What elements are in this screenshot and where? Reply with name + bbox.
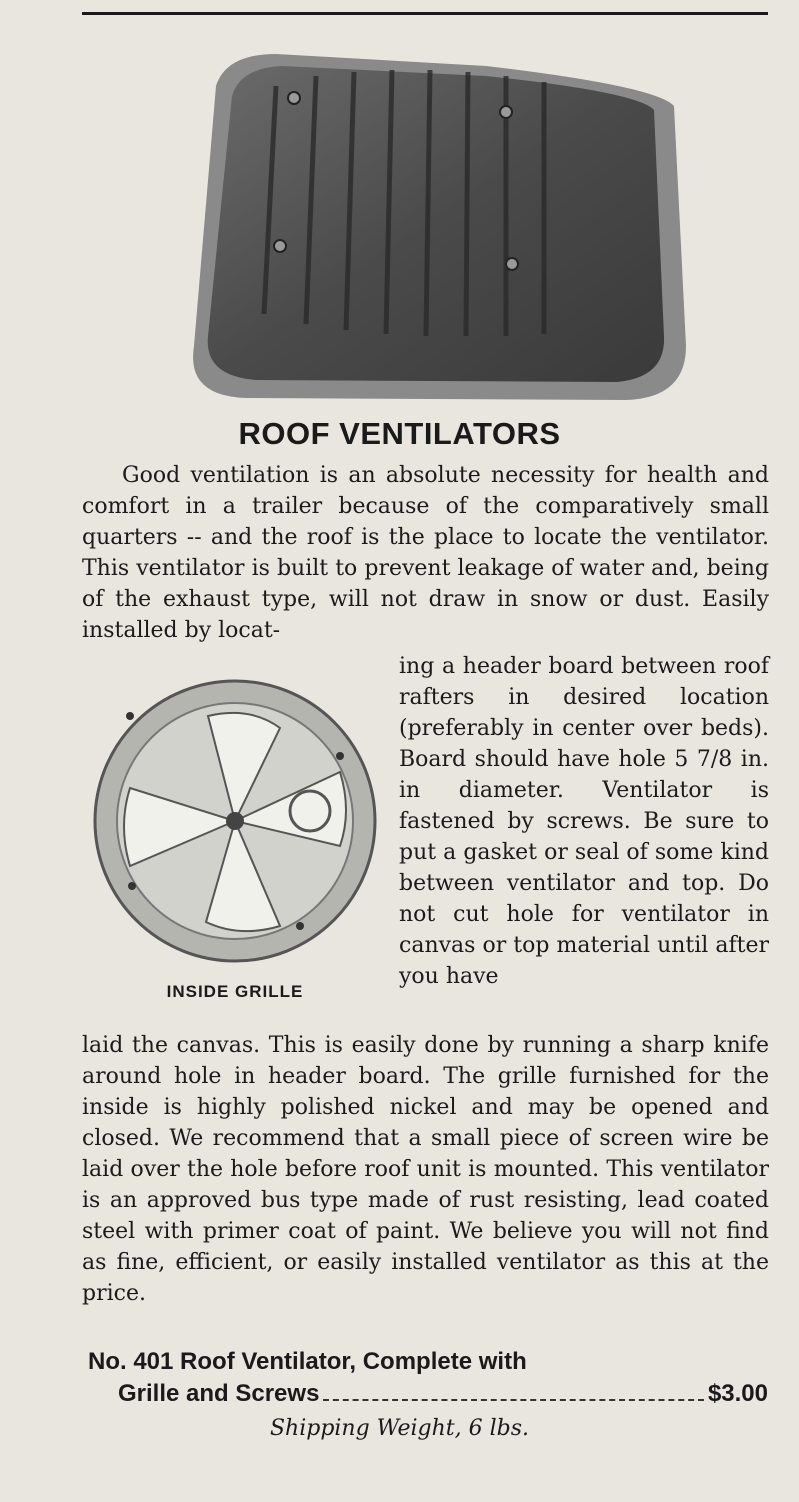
shipping-weight: Shipping Weight, 6 lbs.	[269, 1416, 530, 1441]
grille-caption: INSIDE GRILLE	[166, 982, 304, 1001]
page-title: ROOF VENTILATORS	[238, 416, 561, 451]
wrapped-text: ing a header board between roof rafters in desired location (preferably in center over beds). Board should have hole 5 7/8 in. in diameter. Ventilator is fastened by screws. Be sure to put a gasket or seal of some kind between ventilator and top. Do not cut hole for ventilator in canvas or top material until after you have	[399, 654, 769, 989]
intro-paragraph	[82, 460, 769, 646]
closing-text: laid the canvas. This is easily done by running a sharp knife around hole in header board. The grille furnished for the inside is highly polished nickel and may be opened and closed. We recommend that a small piece of screen wire be laid over the hole before roof unit is mounted. This ventilator is an approved bus type made of rust resisting, lead coated steel with primer coat of paint. We believe you will not find as fine, efficient, or easily installed ventilator as this at the price.	[82, 1033, 769, 1306]
roof-ventilator-photo	[186, 46, 691, 406]
product-line-1: No. 401 Roof Ventilator, Complete with	[88, 1348, 527, 1375]
wrapped-paragraph	[399, 651, 769, 992]
product-price: $3.00	[707, 1380, 768, 1407]
closing-paragraph	[82, 1030, 769, 1309]
product-item: Grille and Screws	[118, 1380, 320, 1407]
inside-grille-photo	[90, 676, 380, 966]
top-rule	[82, 12, 768, 15]
intro-text: Good ventilation is an absolute necessity for health and comfort in a trailer because of the comparatively small quarters -- and the roof is the place to locate the ventilator. This ventilator is built to prevent leakage of water and, being of the exhaust type, will not draw in snow or dust. Easily installed by locat-	[82, 463, 769, 643]
dot-leader	[323, 1399, 704, 1401]
product-listing	[88, 1346, 768, 1410]
product-line-2	[88, 1378, 768, 1410]
